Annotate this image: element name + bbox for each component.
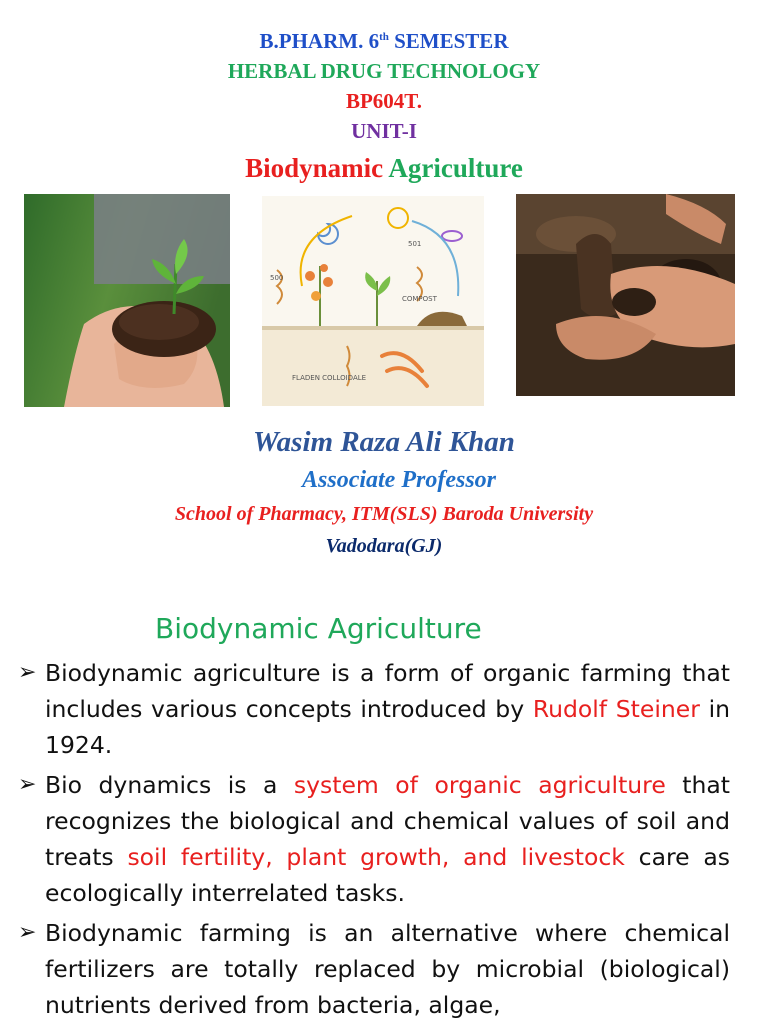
bullet-text: in 1924.	[45, 695, 730, 759]
title-word-agriculture: Agriculture	[388, 153, 523, 183]
title-word-biodynamic: Biodynamic	[245, 153, 384, 183]
hands-holding-soil-photo	[516, 194, 735, 396]
bullet-text: Biodynamic farming is an alternative where chemical fertilizers are totally replaced by microbial (biological) nutrients derived from bacteria, algae,	[45, 919, 730, 1019]
bullet-item	[18, 915, 730, 1023]
label-500: 500	[270, 274, 284, 282]
bullet-text: care as ecologically interrelated tasks.	[45, 843, 730, 907]
label-fladen-colloidale: FLADEN COLLOIDALE	[292, 374, 367, 382]
soil-illustration	[516, 194, 735, 396]
slide-header	[0, 26, 768, 188]
bullet-text: Bio dynamics is a	[45, 771, 294, 799]
course-code: BP604T.	[345, 89, 423, 113]
program-text: B.PHARM. 6	[259, 29, 380, 53]
bullet-text: Biodynamic agriculture is a form of organic farming that includes various concepts introduced by	[45, 659, 730, 723]
author-name: Wasim Raza Ali Khan	[253, 426, 515, 458]
author-designation: Associate Professor	[302, 467, 496, 493]
bullet-list	[18, 655, 730, 1027]
subject-line: HERBAL DRUG TECHNOLOGY	[227, 59, 541, 83]
label-compost: COMPOST	[402, 295, 437, 303]
slide-title	[0, 148, 768, 188]
arrow-bullet-icon: ➢	[18, 660, 37, 685]
highlight-soil-fertility: soil fertility, plant growth, and livestock	[127, 843, 625, 871]
highlight-organic-agriculture: system of organic agriculture	[293, 771, 666, 799]
semester-text: SEMESTER	[388, 29, 509, 53]
seedling-illustration	[24, 194, 230, 407]
biodynamic-cycle-illustration	[262, 196, 484, 406]
cycle-diagram	[262, 196, 484, 406]
program-line	[0, 26, 768, 56]
author-location: Vadodara(GJ)	[325, 535, 443, 557]
arrow-bullet-icon: ➢	[18, 920, 37, 945]
bullet-item	[18, 767, 730, 911]
hands-holding-seedling-photo	[24, 194, 230, 407]
unit-label: UNIT-I	[351, 119, 417, 143]
highlight-rudolf-steiner: Rudolf Steiner	[532, 695, 700, 723]
bullet-text: that recognizes the biological and chemical values of soil and treats	[45, 771, 730, 871]
bullet-item	[18, 655, 730, 763]
ordinal-suffix: th	[379, 31, 389, 43]
label-501: 501	[408, 240, 422, 248]
section-title: Biodynamic Agriculture	[155, 612, 482, 645]
author-institution: School of Pharmacy, ITM(SLS) Baroda University	[174, 503, 594, 525]
arrow-bullet-icon: ➢	[18, 772, 37, 797]
